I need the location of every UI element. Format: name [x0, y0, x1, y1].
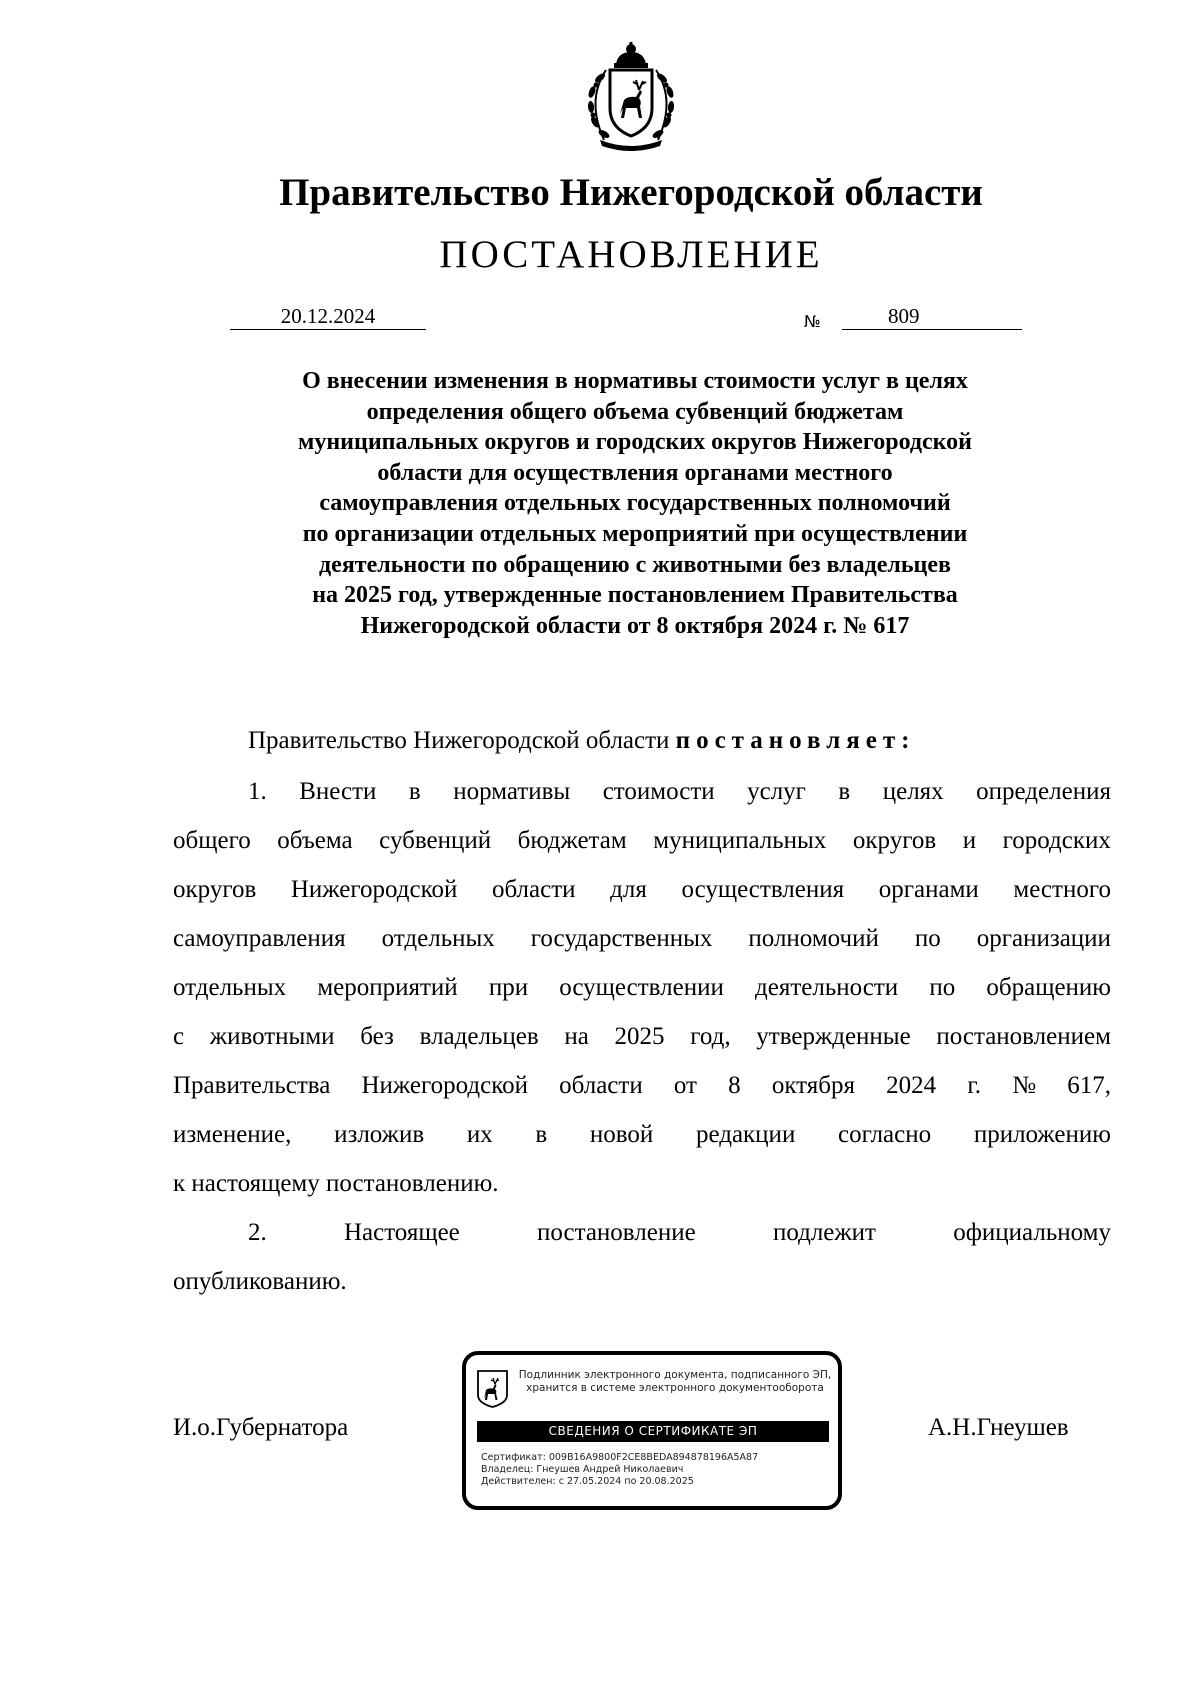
word: Правительства: [173, 1072, 331, 1099]
word: их: [466, 1121, 493, 1148]
word: 2024: [886, 1072, 937, 1099]
word: Внести: [299, 778, 377, 805]
word: новой: [589, 1121, 654, 1148]
stamp-certificate-id: Сертификат: 009B16A9800F2CE8BEDA894878196A5A87: [481, 1452, 759, 1463]
word: стоимости: [602, 778, 715, 805]
word: 8: [728, 1072, 741, 1099]
number-label: №: [804, 312, 821, 331]
stamp-certificate-info: [481, 1452, 758, 1487]
word: подлежит: [772, 1219, 876, 1246]
word: приложению: [973, 1121, 1111, 1148]
word: округов: [852, 827, 937, 854]
word: общего: [173, 827, 251, 854]
word: органами: [878, 876, 979, 903]
word: по: [929, 974, 956, 1001]
paragraph-line: [173, 972, 1111, 1004]
word: области: [491, 876, 576, 903]
word: и: [962, 827, 977, 854]
paragraph-line: [173, 923, 1111, 955]
word: Нижегородской: [361, 1072, 528, 1099]
paragraph-line: [173, 1217, 1111, 1249]
stamp-line: хранится в системе электронного документооборота: [526, 1382, 824, 1394]
paragraph-line: [173, 825, 1111, 857]
subject-line: муниципальных округов и городских округов Нижегородской: [297, 429, 973, 456]
paragraph-line: [173, 1070, 1111, 1102]
word: городских: [1002, 827, 1111, 854]
word: бюджетам: [517, 827, 627, 854]
subject-line: Нижегородской области от 8 октября 2024 г. № 617: [360, 612, 910, 639]
word: без: [360, 1023, 394, 1050]
word: владельцев: [419, 1023, 539, 1050]
word: нормативы: [453, 778, 571, 805]
subject-line: по организации отдельных мероприятий при осуществлении: [302, 520, 968, 547]
word: организации: [976, 925, 1111, 952]
word: деятельности: [755, 974, 899, 1001]
stamp-validity: Действителен: с 27.05.2024 по 20.08.2025: [481, 1475, 694, 1487]
word: осуществлении: [559, 974, 724, 1001]
document-date: 20.12.2024: [230, 303, 426, 330]
subject-line: деятельности по обращению с животными без владельцев: [319, 551, 951, 578]
word: в: [408, 778, 421, 805]
word: самоуправления: [173, 925, 346, 952]
paragraph-line: [173, 776, 1111, 808]
word: осуществления: [681, 876, 845, 903]
word: обращению: [986, 974, 1111, 1001]
word: с: [173, 1023, 185, 1050]
word: постановление: [537, 1219, 696, 1246]
word: постановлением: [936, 1023, 1111, 1050]
word: округов: [173, 876, 257, 903]
word: от: [673, 1072, 697, 1099]
word: целях: [882, 778, 944, 805]
stamp-line: Подлинник электронного документа, подписанного ЭП,: [518, 1369, 832, 1381]
word: год,: [690, 1023, 731, 1050]
word: мероприятий: [317, 974, 458, 1001]
word: по: [914, 925, 941, 952]
word: официальному: [953, 1219, 1111, 1246]
paragraph-line: [173, 1119, 1111, 1151]
word: муниципальных: [653, 827, 827, 854]
word: на: [564, 1023, 589, 1050]
subject-line: на 2025 год, утвержденные постановлением Правительства: [312, 582, 958, 609]
word: полномочий: [748, 925, 879, 952]
word: при: [488, 974, 529, 1001]
word: отдельных: [173, 974, 287, 1001]
word: Настоящее: [343, 1219, 460, 1246]
word: изменение,: [173, 1121, 292, 1148]
document-subject: [210, 366, 1060, 641]
word: субвенций: [379, 827, 492, 854]
subject-line: О внесении изменения в нормативы стоимости услуг в целях: [302, 368, 968, 394]
word: октября: [771, 1072, 855, 1099]
word: 1.: [248, 778, 267, 805]
paragraph-line: [173, 874, 1111, 906]
word: г.: [967, 1072, 982, 1099]
word: объема: [277, 827, 353, 854]
word: отдельных: [381, 925, 495, 952]
word: 2025: [614, 1023, 665, 1050]
word: в: [838, 778, 851, 805]
deer-icon: [476, 1369, 509, 1409]
stamp-header: [516, 1369, 834, 1395]
electronic-signature-stamp: [462, 1351, 842, 1510]
word: животными: [209, 1023, 335, 1050]
resolution-clause: [248, 726, 915, 756]
paragraph-line: опубликованию.: [173, 1268, 347, 1295]
word: утвержденные: [756, 1023, 911, 1050]
stamp-owner: Владелец: Гнеушев Андрей Николаевич: [481, 1463, 684, 1475]
word: для: [610, 876, 647, 903]
signatory-name: А.Н.Гнеушев: [928, 1414, 1069, 1441]
subject-line: области для осуществления органами местного: [377, 459, 893, 486]
word: редакции: [695, 1121, 796, 1148]
signatory-position: И.о.Губернатора: [173, 1414, 349, 1441]
paragraph-line: к настоящему постановлению.: [173, 1170, 499, 1197]
stamp-certificate-bar: СВЕДЕНИЯ О СЕРТИФИКАТЕ ЭП: [477, 1421, 829, 1442]
word: изложив: [334, 1121, 425, 1148]
word: определения: [976, 778, 1111, 805]
document-number-field: [842, 303, 1022, 330]
coat-of-arms-icon: [576, 40, 686, 152]
word: местного: [1013, 876, 1111, 903]
subject-line: определения общего объема субвенций бюджетам: [366, 398, 904, 425]
word: Нижегородской: [290, 876, 458, 903]
subject-line: самоуправления отдельных государственных полномочий: [319, 490, 951, 517]
resolution-verb: постановляет:: [675, 727, 916, 754]
word: 617,: [1067, 1072, 1111, 1099]
word: государственных: [530, 925, 713, 952]
paragraph-line: [173, 1021, 1111, 1053]
organization-title: Правительство Нижегородской области: [279, 171, 983, 214]
document-number: 809: [888, 304, 920, 328]
word: №: [1012, 1072, 1037, 1099]
document-type: ПОСТАНОВЛЕНИЕ: [439, 233, 823, 276]
word: согласно: [838, 1121, 932, 1148]
word: 2.: [248, 1219, 267, 1246]
resolution-lead: Правительство Нижегородской области: [248, 727, 670, 754]
word: услуг: [747, 778, 806, 805]
word: области: [559, 1072, 643, 1099]
word: в: [535, 1121, 548, 1148]
